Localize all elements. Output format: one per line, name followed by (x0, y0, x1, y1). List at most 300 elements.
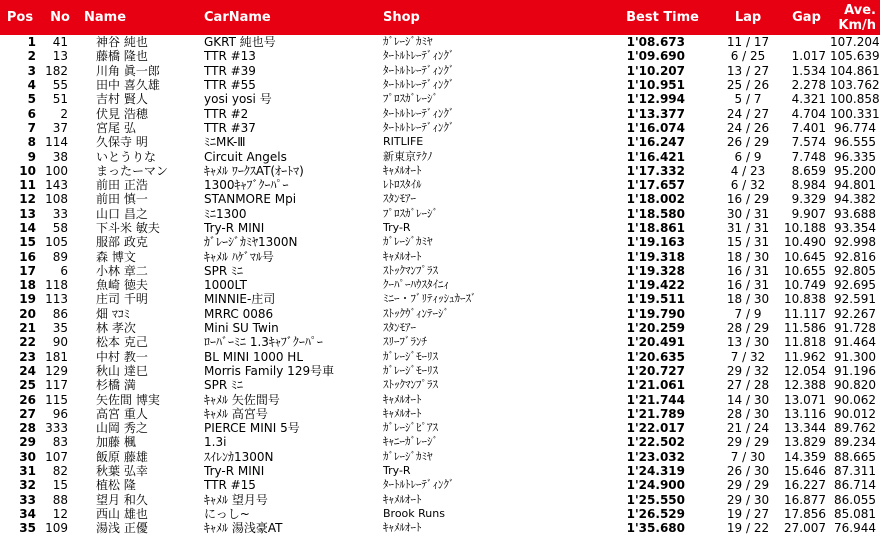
table-row (0, 521, 880, 535)
cell-ave-speed: 90.062 (834, 392, 876, 407)
cell-ave-speed: 92.591 (834, 292, 876, 307)
cell-shop: ｷｬﾒﾙｵｰﾄ (383, 392, 422, 406)
cell-name: 伏見 浩穂 (96, 106, 148, 121)
cell-best-time: 1'16.074 (626, 120, 685, 135)
table-row (0, 392, 880, 406)
cell-gap: 8.984 (791, 178, 826, 193)
cell-best-time: 1'24.900 (626, 478, 685, 493)
cell-shop: ｷｬﾒﾙｵｰﾄ (383, 492, 422, 506)
cell-name: 林 孝次 (96, 321, 136, 336)
cell-no: 83 (52, 435, 68, 450)
cell-best-time: 1'12.994 (626, 92, 685, 107)
cell-gap: 1.534 (791, 63, 826, 78)
cell-best-time: 1'22.017 (626, 421, 685, 436)
cell-name: 前田 正浩 (96, 178, 148, 193)
cell-no: 33 (52, 206, 68, 221)
cell-no: 15 (52, 478, 68, 493)
cell-pos: 35 (19, 521, 36, 536)
table-row (0, 350, 880, 364)
cell-carname: Try-R MINI (204, 221, 265, 235)
cell-lap: 6 / 32 (730, 178, 766, 193)
cell-name: 西山 雄也 (96, 506, 148, 521)
cell-name: 小林 章二 (96, 263, 148, 278)
cell-no: 129 (45, 363, 68, 378)
cell-carname: Mini SU Twin (204, 321, 279, 336)
table-row (0, 78, 880, 92)
cell-shop: ﾌﾟﾛｽｶﾞﾚｰｼﾞ (383, 92, 438, 106)
cell-best-time: 1'24.319 (626, 464, 685, 479)
cell-no: 13 (52, 49, 68, 64)
cell-gap: 7.401 (791, 120, 826, 135)
cell-name: 山岡 秀之 (96, 421, 148, 436)
cell-ave-speed: 85.081 (834, 506, 876, 521)
table-row (0, 164, 880, 178)
cell-best-time: 1'23.032 (626, 449, 685, 464)
cell-gap: 16.227 (784, 478, 826, 493)
cell-pos: 28 (19, 421, 36, 436)
table-row (0, 307, 880, 321)
cell-best-time: 1'17.657 (626, 178, 685, 193)
cell-no: 114 (45, 135, 68, 150)
cell-carname: ｶﾞﾚｰｼﾞｶﾐﾔ1300N (204, 235, 298, 250)
header-no: No (40, 0, 80, 35)
cell-shop: ﾐﾆｰ・ﾌﾞﾘﾃｨｯｼｭｶｰｽﾞ (383, 292, 477, 306)
cell-name: まったーマン (96, 163, 169, 178)
header-gap: Gap (783, 0, 830, 35)
table-row (0, 450, 880, 464)
cell-gap: 10.838 (784, 292, 826, 307)
cell-best-time: 1'20.727 (626, 363, 685, 378)
cell-no: 105 (45, 235, 68, 250)
cell-lap: 24 / 26 (726, 120, 770, 135)
cell-name: 植松 隆 (96, 478, 136, 493)
cell-best-time: 1'21.061 (626, 378, 685, 393)
cell-lap: 29 / 29 (726, 435, 770, 450)
cell-carname: ﾐﾆ1300 (204, 206, 247, 221)
cell-name: 加藤 楓 (96, 435, 136, 450)
header-carname: CarName (204, 0, 383, 35)
cell-best-time: 1'26.529 (626, 506, 685, 521)
cell-best-time: 1'16.247 (626, 135, 685, 150)
cell-gap: 10.749 (784, 278, 826, 293)
cell-shop: ｸｰﾊﾟｰﾊｳｽﾀｲﾆｨ (383, 278, 449, 292)
cell-gap: 7.748 (791, 149, 826, 164)
cell-carname: STANMORE Mpi (204, 192, 297, 207)
cell-name: 畑 ﾏｺﾐ (96, 306, 130, 321)
cell-best-time: 1'19.511 (626, 292, 685, 307)
cell-best-time: 1'19.163 (626, 235, 685, 250)
cell-ave-speed: 96.774 (834, 120, 876, 135)
cell-best-time: 1'10.951 (626, 78, 685, 93)
cell-ave-speed: 92.998 (834, 235, 876, 250)
cell-gap: 11.117 (784, 306, 826, 321)
cell-ave-speed: 93.354 (834, 221, 876, 235)
cell-ave-speed: 89.234 (834, 435, 876, 450)
cell-carname: Try-R MINI (204, 464, 265, 479)
cell-ave-speed: 91.196 (834, 363, 876, 378)
cell-best-time: 1'18.580 (626, 206, 685, 221)
cell-no: 115 (45, 392, 68, 407)
header-shop: Shop (383, 0, 599, 35)
table-row (0, 121, 880, 135)
cell-shop: ｶﾞﾚｰｼﾞｶﾐﾔ (383, 449, 433, 463)
cell-best-time: 1'20.635 (626, 349, 685, 364)
cell-shop: ｽﾄｯｸﾏﾝﾌﾟﾗｽ (383, 378, 438, 392)
cell-no: 113 (45, 292, 68, 307)
cell-carname: SPR ﾐﾆ (204, 263, 244, 278)
cell-best-time: 1'13.377 (626, 106, 685, 121)
cell-gap: 8.659 (791, 163, 826, 178)
header-ave-speed (830, 0, 880, 35)
table-row (0, 421, 880, 435)
table-row (0, 278, 880, 292)
cell-lap: 7 / 32 (730, 349, 766, 364)
cell-name: 杉橋 満 (96, 378, 136, 393)
cell-name: 松本 克己 (96, 335, 148, 350)
cell-best-time: 1'25.550 (626, 492, 685, 507)
cell-ave-speed: 93.688 (834, 206, 876, 221)
cell-shop: ﾚﾄﾛｽﾀｲﾙ (383, 178, 422, 192)
header-name: Name (80, 0, 204, 35)
cell-ave-speed: 91.728 (834, 321, 876, 336)
cell-carname: MINNIE-庄司 (204, 292, 276, 307)
cell-lap: 7 / 30 (730, 449, 766, 464)
cell-best-time: 1'21.789 (626, 406, 685, 421)
cell-carname: TTR #15 (204, 478, 256, 493)
cell-shop: ﾀｰﾄﾙﾄﾚｰﾃﾞｨﾝｸﾞ (383, 63, 455, 77)
cell-no: 143 (45, 178, 68, 193)
cell-no: 2 (60, 106, 68, 121)
cell-lap: 16 / 31 (726, 263, 770, 278)
cell-shop: ｷｬﾒﾙｵｰﾄ (383, 163, 422, 177)
cell-shop: ｶﾞﾚｰｼﾞｶﾐﾔ (383, 35, 433, 49)
cell-gap: 9.907 (791, 206, 826, 221)
cell-carname: TTR #13 (204, 49, 256, 64)
cell-ave-speed: 91.300 (834, 349, 876, 364)
cell-best-time: 1'19.328 (626, 263, 685, 278)
cell-carname: TTR #2 (204, 106, 249, 121)
cell-lap: 25 / 26 (726, 78, 770, 93)
cell-ave-speed: 100.858 (830, 92, 880, 107)
cell-lap: 7 / 9 (734, 306, 762, 321)
cell-best-time: 1'20.259 (626, 321, 685, 336)
header-ave-line1: Ave. (844, 2, 876, 18)
cell-pos: 25 (19, 378, 36, 393)
cell-gap: 16.877 (784, 492, 826, 507)
cell-lap: 13 / 30 (726, 335, 770, 350)
cell-gap: 2.278 (791, 78, 826, 93)
cell-ave-speed: 105.639 (830, 49, 880, 64)
cell-best-time: 1'17.332 (626, 163, 685, 178)
cell-carname: 1000LT (204, 278, 247, 293)
results-body (0, 35, 880, 535)
cell-carname: 1.3i (204, 435, 227, 450)
cell-best-time: 1'18.861 (626, 221, 685, 235)
cell-shop: Try-R (383, 221, 411, 234)
table-row (0, 249, 880, 263)
table-row (0, 135, 880, 149)
cell-gap: 9.329 (791, 192, 826, 207)
cell-ave-speed: 90.820 (834, 378, 876, 393)
cell-shop: ｷｬﾒﾙｵｰﾄ (383, 521, 422, 535)
cell-carname: ｷｬﾒﾙ 湯浅豪AT (204, 521, 283, 536)
cell-gap (783, 35, 830, 49)
cell-ave-speed: 92.805 (834, 263, 876, 278)
cell-carname: GKRT 純也号 (204, 35, 276, 50)
table-row (0, 478, 880, 492)
cell-gap: 1.017 (791, 49, 826, 64)
cell-ave-speed: 92.816 (834, 249, 876, 264)
table-row (0, 364, 880, 378)
cell-ave-speed: 89.762 (834, 421, 876, 436)
cell-name: 森 博文 (96, 249, 136, 264)
cell-lap: 11 / 17 (726, 35, 770, 50)
cell-pos: 19 (19, 292, 36, 307)
cell-no: 100 (45, 163, 68, 178)
cell-gap: 13.116 (784, 406, 826, 421)
cell-shop: ｽﾄｯｸｳﾞｨﾝﾃｰｼﾞ (383, 306, 449, 320)
header-pos: Pos (0, 0, 40, 35)
cell-name: 望月 和久 (96, 492, 148, 507)
cell-name: 服部 政克 (96, 235, 148, 250)
cell-best-time: 1'19.790 (626, 306, 685, 321)
cell-shop: ｽﾀﾝﾓｱｰ (383, 321, 416, 335)
cell-shop: ﾀｰﾄﾙﾄﾚｰﾃﾞｨﾝｸﾞ (383, 49, 455, 63)
cell-pos: 9 (27, 149, 36, 164)
cell-no: 333 (45, 421, 68, 436)
cell-no: 51 (52, 92, 68, 107)
cell-lap: 4 / 23 (730, 163, 766, 178)
cell-pos: 24 (19, 363, 36, 378)
cell-best-time: 1'09.690 (626, 49, 685, 64)
cell-gap: 10.655 (784, 263, 826, 278)
cell-ave-speed: 100.331 (830, 106, 880, 121)
table-row (0, 292, 880, 306)
cell-pos: 33 (19, 492, 36, 507)
cell-best-time: 1'10.207 (626, 63, 685, 78)
cell-ave-speed: 96.335 (834, 149, 876, 164)
header-lap: Lap (713, 0, 783, 35)
cell-ave-speed: 87.311 (834, 464, 876, 479)
cell-shop: ｶﾞﾚｰｼﾞﾓｰﾘｽ (383, 349, 438, 363)
cell-pos: 32 (19, 478, 36, 493)
cell-name: 神谷 純也 (96, 35, 148, 50)
cell-name: 湯浅 正優 (96, 521, 148, 536)
cell-name: 高宮 重人 (96, 406, 148, 421)
table-row (0, 407, 880, 421)
cell-lap: 27 / 28 (726, 378, 770, 393)
cell-no: 88 (52, 492, 68, 507)
cell-carname: TTR #55 (204, 78, 256, 93)
cell-gap: 4.704 (791, 106, 826, 121)
cell-best-time: 1'19.318 (626, 249, 685, 264)
cell-gap: 11.818 (784, 335, 826, 350)
cell-name: 矢佐間 博実 (96, 392, 160, 407)
cell-ave-speed: 91.464 (834, 335, 876, 350)
cell-ave-speed: 94.382 (834, 192, 876, 207)
cell-lap: 24 / 27 (726, 106, 770, 121)
table-row (0, 64, 880, 78)
table-row (0, 207, 880, 221)
cell-name: 宮尾 弘 (96, 120, 136, 135)
cell-ave-speed: 103.762 (830, 78, 880, 93)
table-row (0, 235, 880, 249)
cell-shop: Brook Runs (383, 506, 445, 520)
cell-lap: 26 / 30 (726, 464, 770, 479)
cell-best-time: 1'22.502 (626, 435, 685, 450)
cell-ave-speed: 95.200 (834, 163, 876, 178)
cell-shop: RITLIFE (383, 135, 424, 149)
cell-shop: ﾀｰﾄﾙﾄﾚｰﾃﾞｨﾝｸﾞ (383, 478, 455, 492)
cell-lap: 29 / 32 (726, 363, 770, 378)
cell-shop: ｶﾞﾚｰｼﾞｶﾐﾔ (383, 235, 433, 249)
cell-gap: 13.071 (784, 392, 826, 407)
cell-ave-speed: 76.944 (834, 521, 876, 536)
cell-ave-speed: 86.055 (834, 492, 876, 507)
cell-carname: TTR #37 (204, 120, 256, 135)
cell-pos: 16 (19, 249, 36, 264)
cell-pos: 3 (27, 63, 36, 78)
cell-ave-speed: 90.012 (834, 406, 876, 421)
cell-shop: ﾀｰﾄﾙﾄﾚｰﾃﾞｨﾝｸﾞ (383, 106, 455, 120)
cell-ave-speed: 88.665 (834, 449, 876, 464)
table-row (0, 493, 880, 507)
cell-lap: 21 / 24 (726, 421, 770, 436)
cell-shop: ｶﾞﾚｰｼﾞﾓｰﾘｽ (383, 363, 438, 377)
cell-lap: 6 / 9 (734, 149, 762, 164)
cell-no: 6 (60, 263, 68, 278)
header-best-time: Best Time (599, 0, 713, 35)
cell-name: 久保寺 明 (96, 135, 148, 150)
cell-carname: Morris Family 129号車 (204, 363, 335, 378)
table-row (0, 92, 880, 106)
cell-pos: 20 (19, 306, 36, 321)
cell-no: 96 (52, 406, 68, 421)
table-row (0, 335, 880, 349)
cell-name: 秋山 達巳 (96, 363, 148, 378)
cell-carname: ｷｬﾒﾙ ﾜｰｸｽAT(ｵｰﾄﾏ) (204, 163, 304, 178)
cell-name: 庄司 千明 (96, 292, 148, 307)
cell-ave-speed: 104.861 (830, 63, 880, 78)
cell-pos: 11 (19, 178, 36, 193)
cell-no: 118 (45, 278, 68, 293)
cell-name: 川角 眞一郎 (96, 63, 160, 78)
cell-no: 41 (52, 35, 68, 50)
cell-pos: 14 (19, 221, 36, 235)
cell-lap: 18 / 30 (726, 249, 770, 264)
cell-name: いとうりな (96, 149, 157, 164)
cell-pos: 7 (27, 120, 36, 135)
cell-gap: 13.829 (784, 435, 826, 450)
cell-lap: 16 / 29 (726, 192, 770, 207)
cell-pos: 27 (19, 406, 36, 421)
cell-lap: 26 / 29 (726, 135, 770, 150)
cell-gap: 13.344 (784, 421, 826, 436)
cell-name: 田中 喜久雄 (96, 78, 160, 93)
cell-lap: 15 / 31 (726, 235, 770, 250)
cell-pos: 26 (19, 392, 36, 407)
cell-carname: ｷｬﾒﾙ 高宮号 (204, 406, 268, 421)
cell-carname: PIERCE MINI 5号 (204, 421, 300, 436)
cell-gap: 17.856 (784, 506, 826, 521)
cell-gap: 10.188 (784, 221, 826, 235)
cell-pos: 17 (19, 263, 36, 278)
cell-lap: 19 / 27 (726, 506, 770, 521)
cell-shop: ｷｬﾆｰｶﾞﾚｰｼﾞ (383, 435, 438, 449)
cell-ave-speed: 92.695 (834, 278, 876, 293)
cell-no: 38 (52, 149, 68, 164)
cell-ave-speed: 96.555 (834, 135, 876, 150)
cell-carname: BL MINI 1000 HL (204, 349, 304, 364)
cell-name: 魚崎 徳夫 (96, 278, 148, 293)
cell-name: 山口 昌之 (96, 206, 148, 221)
cell-lap: 19 / 22 (726, 521, 770, 536)
cell-pos: 18 (19, 278, 36, 293)
cell-pos: 6 (27, 106, 36, 121)
cell-lap: 29 / 30 (726, 492, 770, 507)
cell-gap: 11.586 (784, 321, 826, 336)
cell-gap: 14.359 (784, 449, 826, 464)
cell-pos: 21 (19, 321, 36, 336)
table-row (0, 464, 880, 478)
cell-no: 55 (52, 78, 68, 93)
cell-gap: 4.321 (791, 92, 826, 107)
cell-carname: ﾛｰﾊﾞｰﾐﾆ 1.3ｷｬﾌﾞｸｰﾊﾟｰ (204, 335, 323, 350)
table-row (0, 221, 880, 235)
header-ave-line2: Km/h (838, 17, 876, 33)
table-row (0, 106, 880, 120)
cell-best-time: 1'21.744 (626, 392, 685, 407)
cell-gap: 11.962 (784, 349, 826, 364)
cell-name: 前田 慎一 (96, 192, 148, 207)
cell-no: 37 (52, 120, 68, 135)
cell-ave-speed: 94.801 (834, 178, 876, 193)
cell-name: 下斗米 敏夫 (96, 221, 160, 235)
cell-shop: ﾀｰﾄﾙﾄﾚｰﾃﾞｨﾝｸﾞ (383, 78, 455, 92)
table-row (0, 435, 880, 449)
cell-gap: 27.007 (784, 521, 826, 536)
cell-gap: 12.054 (784, 363, 826, 378)
cell-carname: 1300ｷｬﾌﾞｸｰﾊﾟｰ (204, 178, 289, 193)
cell-name: 藤橋 隆也 (96, 49, 148, 64)
cell-shop: ｽﾀﾝﾓｱｰ (383, 192, 416, 206)
cell-name: 中村 教一 (96, 349, 148, 364)
cell-best-time: 1'20.491 (626, 335, 685, 350)
table-row (0, 178, 880, 192)
cell-shop: ｷｬﾒﾙｵｰﾄ (383, 249, 422, 263)
cell-lap: 6 / 25 (730, 49, 766, 64)
table-row (0, 192, 880, 206)
cell-lap: 18 / 30 (726, 292, 770, 307)
cell-best-time: 1'16.421 (626, 149, 685, 164)
cell-lap: 16 / 31 (726, 278, 770, 293)
cell-shop: 新東京ﾃｸﾉ (383, 149, 433, 163)
table-row (0, 149, 880, 163)
cell-lap: 29 / 29 (726, 478, 770, 493)
cell-no: 89 (52, 249, 68, 264)
cell-gap: 12.388 (784, 378, 826, 393)
table-row (0, 35, 880, 49)
cell-best-time: 1'08.673 (626, 35, 685, 50)
table-row (0, 49, 880, 63)
table-row (0, 507, 880, 521)
cell-pos: 12 (19, 192, 36, 207)
cell-name: 飯原 藤雄 (96, 449, 148, 464)
cell-pos: 34 (19, 506, 36, 521)
cell-no: 35 (52, 321, 68, 336)
table-row (0, 378, 880, 392)
cell-lap: 13 / 27 (726, 63, 770, 78)
